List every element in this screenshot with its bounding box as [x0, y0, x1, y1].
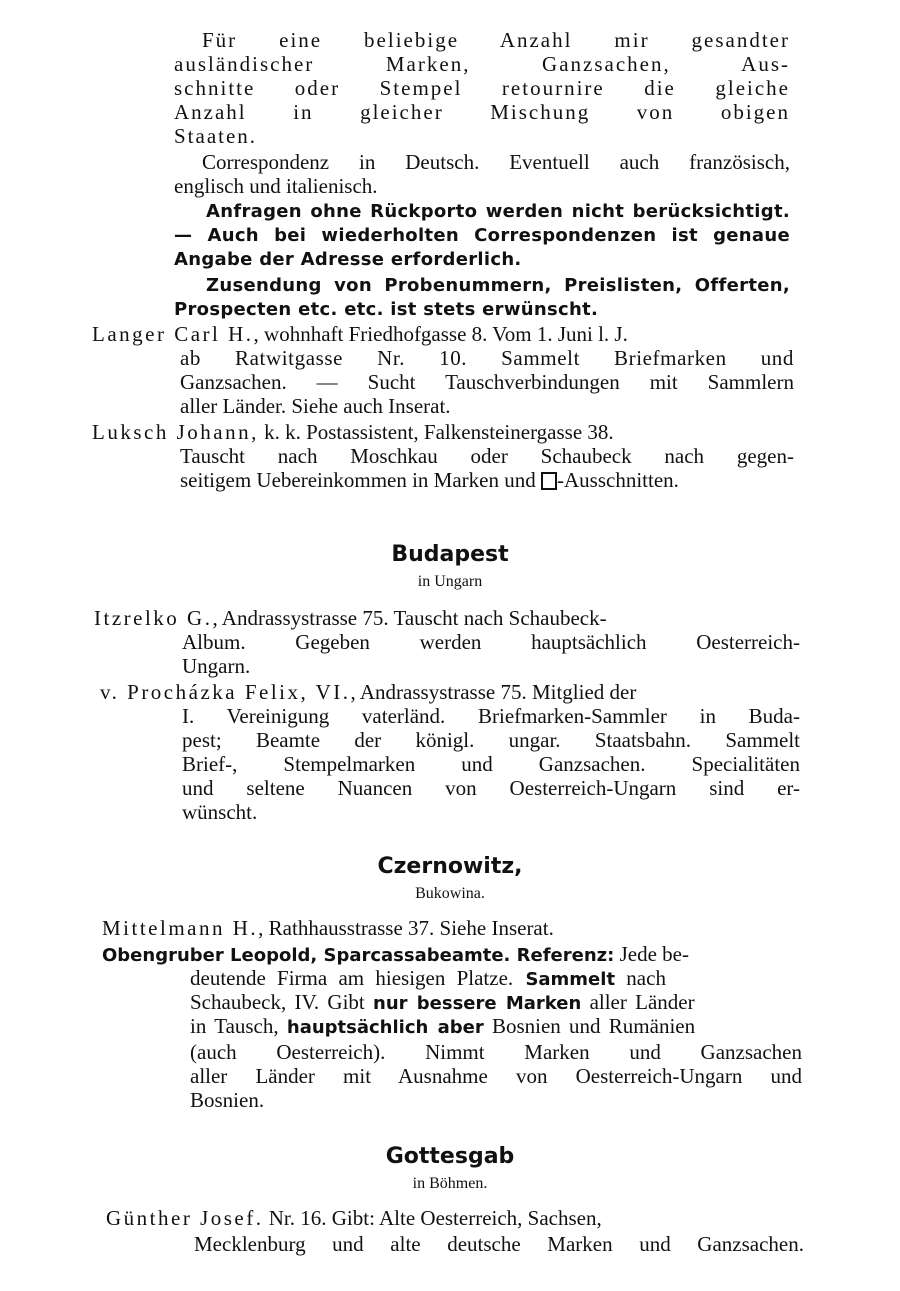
prochazka-line-5: und seltene Nuancen von Oesterreich-Ungarn sind er- [182, 776, 800, 800]
square-cutout-icon [541, 472, 557, 490]
obengruber-line-3-b: aller Länder [581, 990, 695, 1014]
prochazka-line-2: I. Vereinigung vaterländ. Briefmarken-Sammler in Buda- [182, 704, 800, 728]
gottesgab-subheading: in Böhmen. [412, 1175, 488, 1192]
itzrelko-line-3: Ungarn. [182, 654, 251, 678]
prochazka-line-3: pest; Beamte der königl. ungar. Staatsbahn. Sammelt [182, 728, 800, 752]
guenther-name: Günther Josef. [106, 1206, 264, 1230]
scan-blot [688, 834, 810, 890]
obengruber-line-2-bold: Sammelt [513, 969, 616, 990]
luksch-line-3-b: -Ausschnitten. [557, 468, 679, 492]
scan-blot [0, 1236, 62, 1291]
langer-line-1 [92, 322, 794, 346]
intro-line-1: Für eine beliebige Anzahl mir gesandter [202, 28, 790, 52]
obengruber-line-1-rest: Jede be- [614, 942, 689, 966]
itzrelko-line-1-rest: , Andrassystrasse 75. Tauscht nach Schaubeck- [212, 606, 607, 630]
mittelmann-rest: , Rathhausstrasse 37. Siehe Inserat. [258, 916, 554, 940]
langer-line-4: aller Länder. Siehe auch Inserat. [180, 394, 451, 418]
czernowitz-subheading: Bukowina. [415, 885, 485, 902]
obengruber-line-4-b: Bosnien und Rumänien [483, 1014, 696, 1038]
intro-line-3: schnitte oder Stempel retournire die gleiche [174, 76, 790, 100]
prochazka-line-4: Brief-, Stempelmarken und Ganzsachen. Specialitäten [182, 752, 800, 776]
intro-line-6: Correspondenz in Deutsch. Eventuell auch französisch, [202, 150, 790, 174]
mittelmann-name: Mittelmann H. [102, 916, 259, 940]
obengruber-line-2 [190, 966, 802, 992]
scan-blot [16, 1132, 194, 1190]
obengruber-line-1 [102, 942, 802, 968]
intro-bold-line-5: Prospecten etc. etc. ist stets erwünscht. [174, 299, 599, 320]
scan-blot [795, 6, 847, 56]
obengruber-line-4-bold: hauptsächlich aber [286, 1017, 484, 1038]
budapest-heading: Budapest [391, 542, 509, 567]
luksch-name: Luksch Johann, [92, 420, 259, 444]
obengruber-name: Obengruber Leopold, Sparcassabeamte. Referenz: [102, 945, 615, 966]
mittelmann-line [102, 916, 554, 940]
intro-bold-line-3: Angabe der Adresse erforderlich. [174, 249, 522, 270]
intro-line-4: Anzahl in gleicher Mischung von obigen [174, 100, 790, 124]
intro-bold-line-2: — Auch bei wiederholten Correspondenzen ist genaue [174, 225, 790, 246]
obengruber-line-3 [190, 990, 802, 1016]
obengruber-line-4-a: in Tausch, [190, 1014, 287, 1038]
prochazka-line-1 [100, 680, 800, 704]
intro-bold-line-1: Anfragen ohne Rückporto werden nicht berücksichtigt. [206, 201, 790, 222]
intro-bold-line-4: Zusendung von Probenummern, Preislisten, Offerten, [206, 275, 790, 296]
itzrelko-line-1 [94, 606, 800, 630]
luksch-line-1 [92, 420, 794, 444]
obengruber-line-2-end: nach [615, 966, 666, 990]
prochazka-line-1-rest: , Andrassystrasse 75. Mitglied der [350, 680, 637, 704]
scan-blot [424, 492, 522, 542]
luksch-line-3 [180, 468, 679, 492]
langer-line-3: Ganzsachen. — Sucht Tauschverbindungen mit Sammlern [180, 370, 794, 394]
luksch-line-1-rest: k. k. Postassistent, Falkensteinergasse 38. [258, 420, 614, 444]
luksch-line-3-a: seitigem Uebereinkommen in Marken und [180, 468, 541, 492]
obengruber-line-7: Bosnien. [190, 1088, 265, 1112]
guenther-line-1-rest: Nr. 16. Gibt: Alte Oesterreich, Sachsen, [263, 1206, 602, 1230]
langer-line-2: ab Ratwitgasse Nr. 10. Sammelt Briefmarken und [180, 346, 794, 370]
obengruber-line-6: aller Länder mit Ausnahme von Oesterreich-Ungarn und [190, 1064, 802, 1088]
obengruber-line-3-a: Schaubeck, IV. Gibt [190, 990, 373, 1014]
obengruber-line-3-bold: nur bessere Marken [373, 993, 582, 1014]
itzrelko-line-2: Album. Gegeben werden hauptsächlich Oesterreich- [182, 630, 800, 654]
obengruber-line-2-a: deutende Firma am hiesigen Platze. [190, 966, 514, 990]
langer-line-1-rest: , wohnhaft Friedhofgasse 8. Vom 1. Juni l. J. [253, 322, 628, 346]
scan-blot [80, 832, 244, 890]
gottesgab-heading: Gottesgab [385, 1144, 515, 1169]
langer-name: Langer Carl H. [92, 322, 254, 346]
prochazka-name: v. Procházka Felix, VI. [100, 680, 351, 704]
czernowitz-heading: Czernowitz, [377, 854, 523, 879]
intro-line-5: Staaten. [174, 124, 258, 148]
obengruber-line-4 [190, 1014, 802, 1040]
obengruber-line-5: (auch Oesterreich). Nimmt Marken und Ganzsachen [190, 1040, 802, 1064]
guenther-line-1 [106, 1206, 804, 1230]
itzrelko-name: Itzrelko G. [94, 606, 213, 630]
luksch-line-2: Tauscht nach Moschkau oder Schaubeck nach gegen- [180, 444, 794, 468]
guenther-line-2: Mecklenburg und alte deutsche Marken und Ganzsachen. [194, 1232, 804, 1256]
intro-line-7: englisch und italienisch. [174, 174, 378, 198]
budapest-subheading: in Ungarn [417, 573, 483, 590]
prochazka-line-6: wünscht. [182, 800, 258, 824]
intro-line-2: ausländischer Marken, Ganzsachen, Aus- [174, 52, 790, 76]
